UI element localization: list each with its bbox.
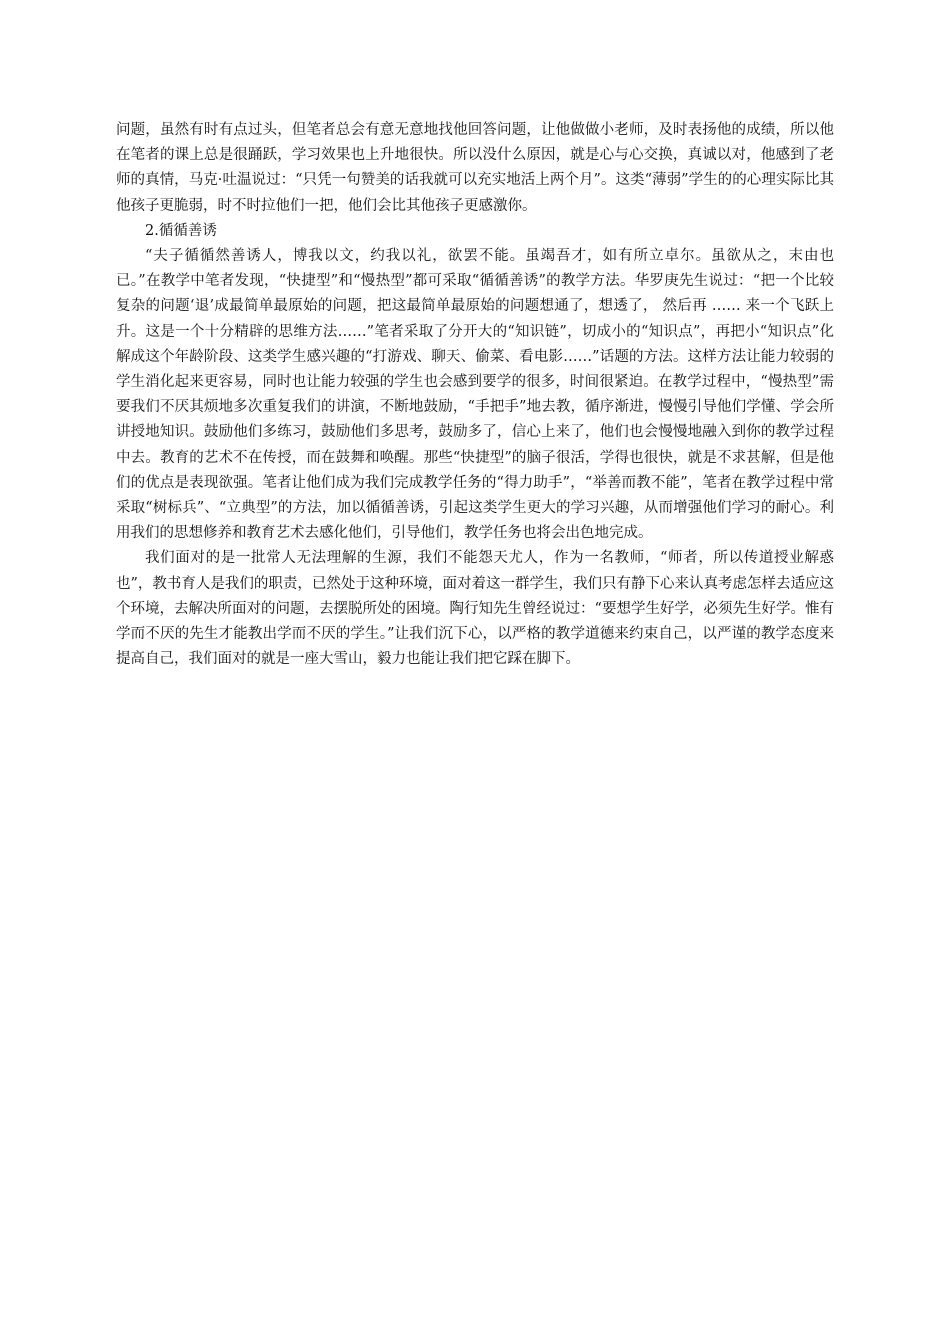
- paragraph-guidance: “夫子循循然善诱人，博我以文，约我以礼，欲罢不能。虽竭吾才，如有所立卓尔。虽欲从之，末由也已。”在教学中笔者发现，“快捷型”和“慢热型”都可采取“循循善诱”的教学方法。华罗庚先生说过：“把一个比较复杂的问题‘退’成最简单最原始的问题，把这最简单最原始的问题想通了，想透了， 然后再 …… 来一个飞跃上升。这是一个十分精辟的思维方法……”笔者采取了分开大的“知识链”，切成小的“知识点”，再把小“知识点”化解成这个年龄阶段、这类学生感兴趣的“打游戏、聊天、偷菜、看电影……”话题的方法。这样方法让能力较弱的学生消化起来更容易，同时也让能力较强的学生也会感到要学的很多，时间很紧迫。在教学过程中，“慢热型”需要我们不厌其烦地多次重复我们的讲演，不断地鼓励，“手把手”地去教，循序渐进，慢慢引导他们学懂、学会所讲授地知识。鼓励他们多练习，鼓励他们多思考，鼓励多了，信心上来了，他们也会慢慢地融入到你的教学过程中去。教育的艺术不在传授，而在鼓舞和唤醒。那些“快捷型”的脑子很活，学得也很快，就是不求甚解，但是他们的优点是表现欲强。笔者让他们成为我们完成教学任务的“得力助手”，“举善而教不能”，笔者在教学过程中常采取“树标兵”、“立典型”的方法，加以循循善诱，引起这类学生更大的学习兴趣，从而增强他们学习的耐心。利用我们的思想修养和教育艺术去感化他们，引导他们，教学任务也将会出色地完成。: [116, 248, 834, 542]
- document-body: [116, 118, 834, 672]
- paragraph-continuation: 问题，虽然有时有点过头，但笔者总会有意无意地找他回答问题，让他做做小老师，及时表扬他的成绩，所以他在笔者的课上总是很踊跃，学习效果也上升地很快。所以没什么原因，就是心与心交换，真诚以对，他感到了老师的真情，马克·吐温说过：“只凭一句赞美的话我就可以充实地活上两个月”。这类“薄弱”学生的的心理实际比其他孩子更脆弱，时不时拉他们一把，他们会比其他孩子更感激你。: [116, 122, 834, 214]
- section-heading: 2.循循善诱: [145, 222, 217, 239]
- paragraph-conclusion: 我们面对的是一批常人无法理解的生源，我们不能怨天尤人，作为一名教师，“师者，所以传道授业解惑也”，教书育人是我们的职责，已然处于这种环境，面对着这一群学生，我们只有静下心来认真考虑怎样去适应这个环境，去解决所面对的问题，去摆脱所处的困境。陶行知先生曾经说过：“要想学生好学，必须先生好学。惟有学而不厌的先生才能教出学而不厌的学生。”让我们沉下心，以严格的教学道德来约束自己，以严谨的教学态度来提高自己，我们面对的就是一座大雪山，毅力也能让我们把它踩在脚下。: [116, 550, 834, 668]
